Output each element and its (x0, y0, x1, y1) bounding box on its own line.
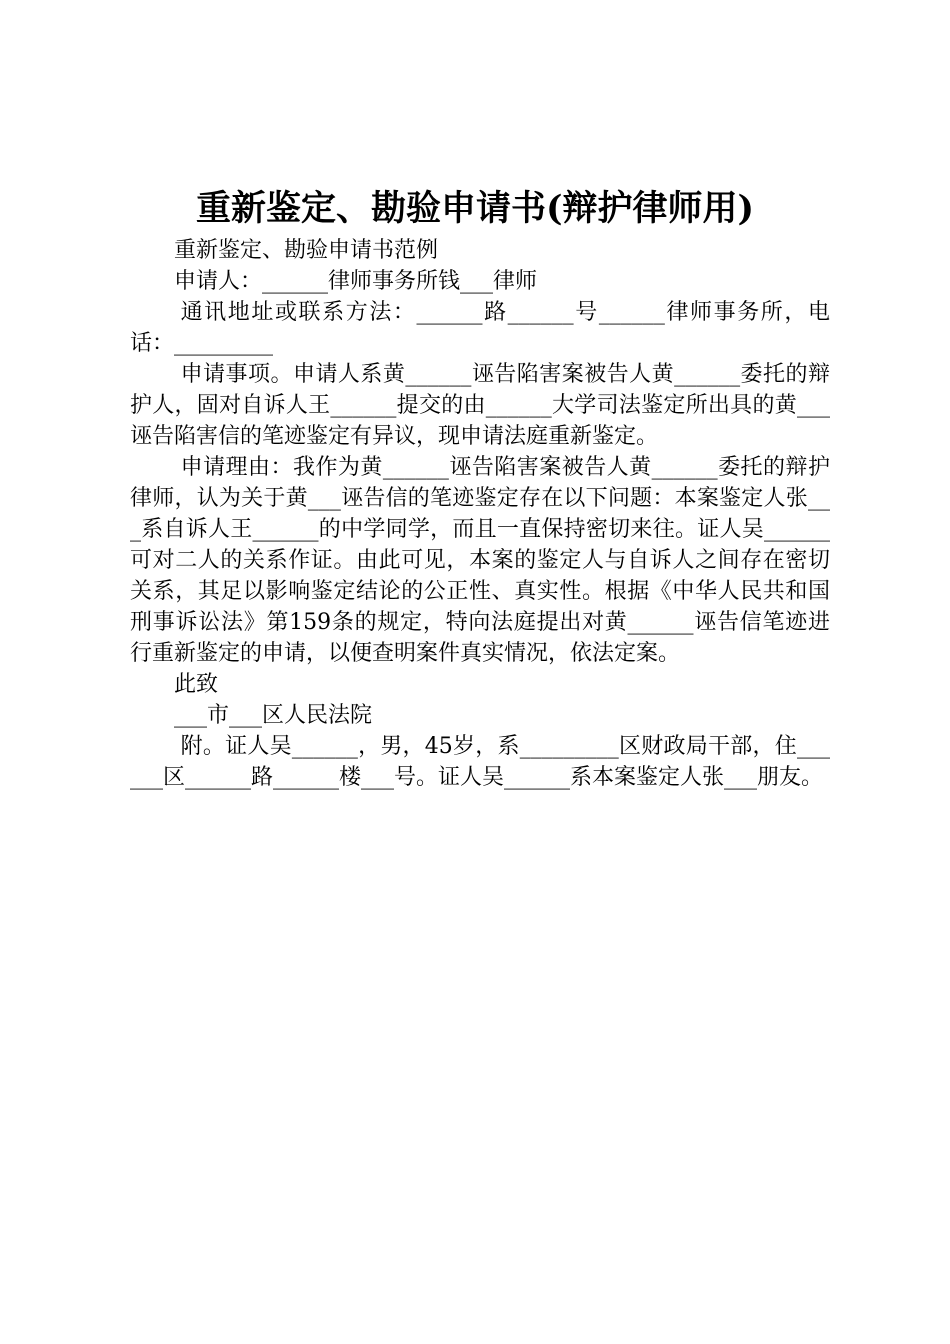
paragraph-attachment: 附。证人吴______，男，45岁，系_________区财政局干部，住______区______路______楼___号。证人吴______系本案鉴定人张___朋友。 (130, 734, 830, 790)
document-body (130, 235, 830, 793)
paragraph-applicant: 申请人：______律师事务所钱___律师 (174, 269, 538, 294)
paragraph-contact: 通讯地址或联系方法：______路______号______律师事务所，电话：_________ (130, 300, 830, 356)
paragraph-sample-heading: 重新鉴定、勘验申请书范例 (174, 238, 439, 263)
document-title: 重新鉴定、勘验申请书(辩护律师用) (195, 188, 755, 229)
paragraph-request-items: 申请事项。申请人系黄______诬告陷害案被告人黄______委托的辩护人，固对自诉人王______提交的由______大学司法鉴定所出具的黄___诬告陷害信的笔迹鉴定有异议，现申请法庭重新鉴定。 (130, 362, 830, 449)
paragraph-court: ___市___区人民法院 (174, 703, 373, 728)
paragraph-salutation: 此致 (174, 672, 219, 697)
paragraph-request-reasons: 申请理由：我作为黄______诬告陷害案被告人黄______委托的辩护律师，认为关于黄___诬告信的笔迹鉴定存在以下问题：本案鉴定人张___系自诉人王______的中学同学，而且一直保持密切来往。证人吴______可对二人的关系作证。由此可见，本案的鉴定人与自诉人之间存在密切关系，其足以影响鉴定结论的公正性、真实性。根据《中华人民共和国刑事诉讼法》第159条的规定，特向法庭提出对黄______诬告信笔迹进行重新鉴定的申请，以便查明案件真实情况，依法定案。 (130, 455, 830, 666)
